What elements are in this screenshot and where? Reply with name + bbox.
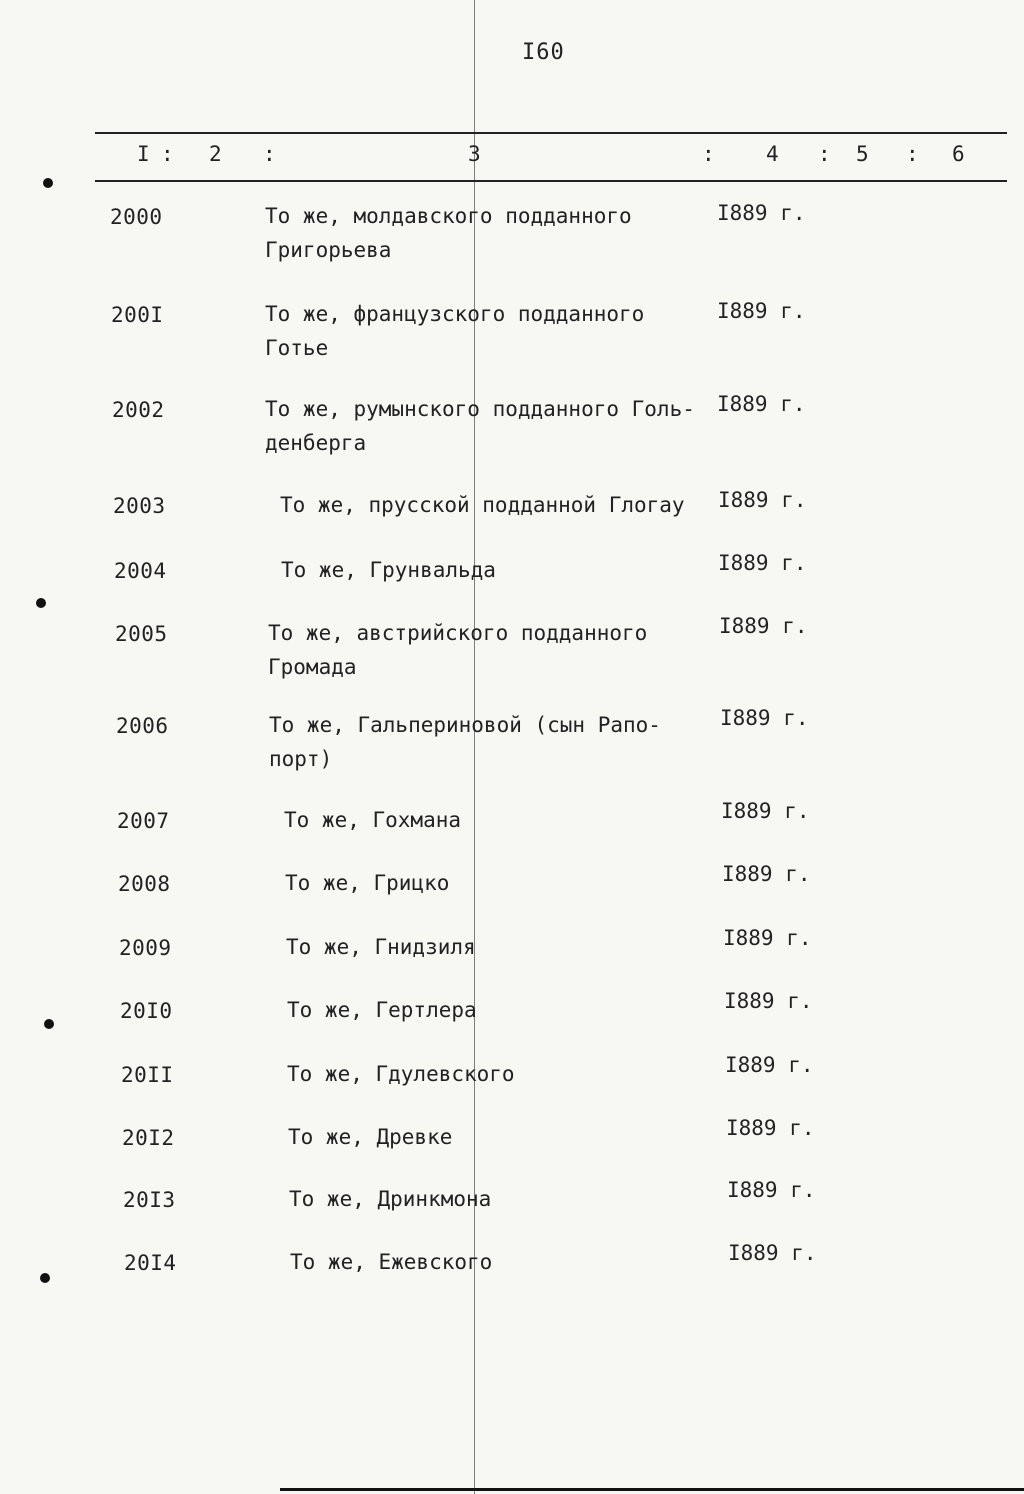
col-separator: : <box>818 142 831 166</box>
row-number: 2004 <box>114 559 167 583</box>
col-header-1: I <box>137 142 150 166</box>
row-number: 2000 <box>110 205 163 229</box>
row-date: I889 г. <box>728 1241 817 1265</box>
row-date: I889 г. <box>717 392 806 416</box>
binder-hole-mark <box>43 178 53 188</box>
row-description: То же, румынского подданного Голь- денберга <box>265 397 695 455</box>
row-number: 20I4 <box>124 1251 177 1275</box>
row-number: 2006 <box>116 714 169 738</box>
row-date: I889 г. <box>718 488 807 512</box>
row-date: I889 г. <box>717 201 806 225</box>
row-description: То же, Гальпериновой (сын Рапо- порт) <box>269 713 661 771</box>
row-number: 20II <box>121 1063 174 1087</box>
row-date: I889 г. <box>718 551 807 575</box>
header-bottom-rule <box>95 180 1007 182</box>
row-date: I889 г. <box>726 1116 815 1140</box>
row-description: То же, Грунвальда <box>281 558 496 582</box>
row-description: То же, молдавского подданного Григорьева <box>265 204 632 262</box>
row-date: I889 г. <box>720 706 809 730</box>
row-description: То же, Грицко <box>285 871 450 895</box>
row-number: 2007 <box>117 809 170 833</box>
header-top-rule <box>95 132 1007 134</box>
row-number: 200I <box>111 303 164 327</box>
binder-hole-mark <box>40 1273 50 1283</box>
row-number: 2005 <box>115 622 168 646</box>
row-description: То же, Дринкмона <box>289 1187 492 1211</box>
col-header-4: 4 <box>766 142 779 166</box>
row-number: 20I0 <box>120 999 173 1023</box>
row-date: I889 г. <box>725 1053 814 1077</box>
row-description: То же, Древке <box>288 1125 453 1149</box>
row-number: 20I3 <box>123 1188 176 1212</box>
row-number: 2008 <box>118 872 171 896</box>
page-number: I60 <box>522 40 565 65</box>
row-description: То же, Гертлера <box>287 998 477 1022</box>
row-date: I889 г. <box>727 1178 816 1202</box>
binder-hole-mark <box>36 598 46 608</box>
col-separator: : <box>906 142 919 166</box>
row-number: 20I2 <box>122 1126 175 1150</box>
row-description: То же, прусской подданной Глогау <box>280 493 685 517</box>
row-description: То же, Гнидзиля <box>286 935 476 959</box>
col-separator: : <box>161 142 174 166</box>
col-header-3: 3 <box>468 142 481 166</box>
col-header-5: 5 <box>856 142 869 166</box>
row-date: I889 г. <box>723 926 812 950</box>
col-header-2: 2 <box>209 142 222 166</box>
col-header-6: 6 <box>952 142 965 166</box>
col-separator: : <box>702 142 715 166</box>
col-separator: : <box>263 142 276 166</box>
row-date: I889 г. <box>721 799 810 823</box>
row-description: То же, Гдулевского <box>287 1062 515 1086</box>
row-number: 2003 <box>113 494 166 518</box>
row-description: То же, австрийского подданного Громада <box>268 621 648 679</box>
row-date: I889 г. <box>719 614 808 638</box>
row-date: I889 г. <box>717 299 806 323</box>
footer-rule <box>280 1488 1024 1491</box>
row-description: То же, Ежевского <box>290 1250 493 1274</box>
row-number: 2009 <box>119 936 172 960</box>
row-date: I889 г. <box>724 989 813 1013</box>
row-date: I889 г. <box>722 862 811 886</box>
row-description: То же, Гохмана <box>284 808 462 832</box>
row-number: 2002 <box>112 398 165 422</box>
row-description: То же, французского подданного Готье <box>265 302 645 360</box>
binder-hole-mark <box>44 1019 54 1029</box>
